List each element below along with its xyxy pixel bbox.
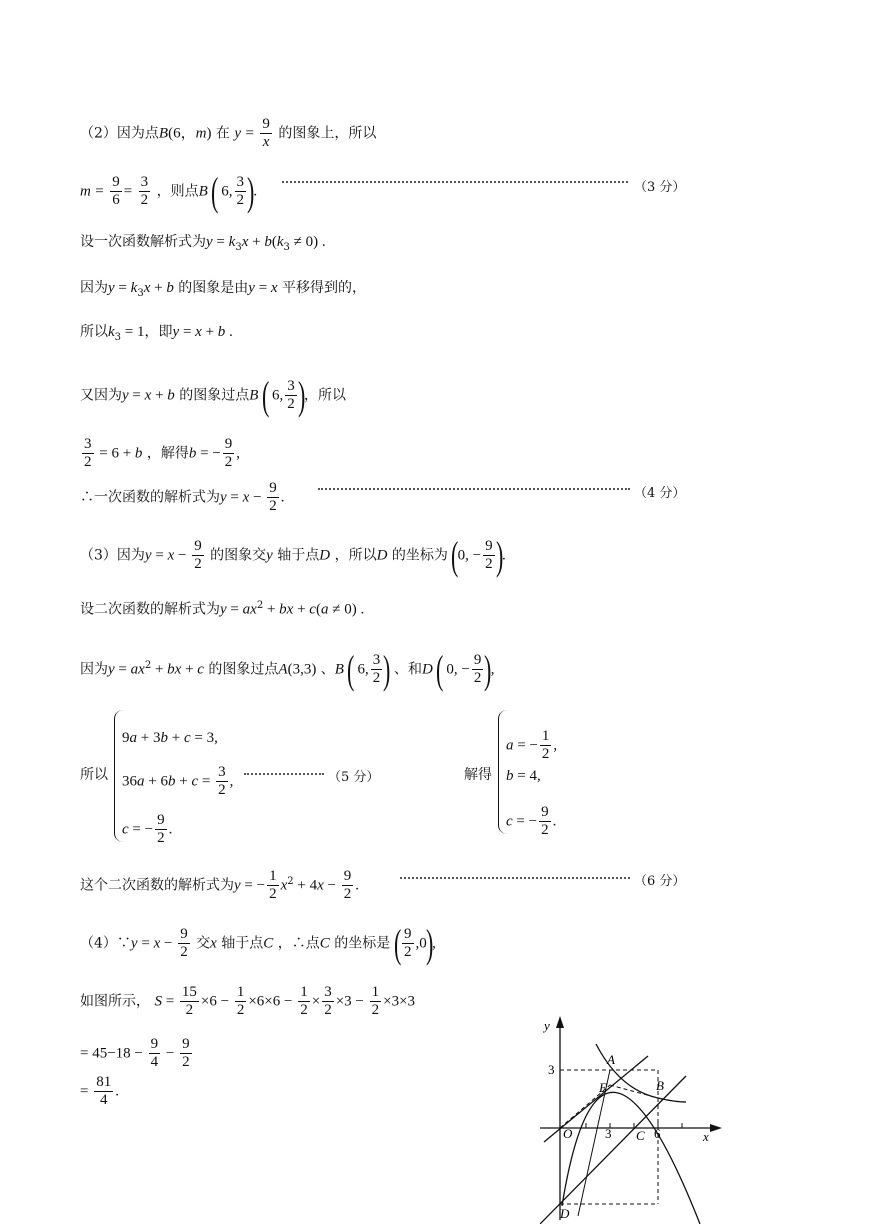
x-tick-6: 6 [654, 1126, 661, 1141]
solve-label: 解得 [464, 767, 492, 783]
score-5: （5 分） [328, 770, 380, 785]
line-translation: 因为$y = k_3x + b$ 的图象是由y = x 平移得到的， [80, 280, 367, 299]
sol-c: c = − $\frac{9}{2}$ . [506, 804, 557, 838]
line-m-value: m = $\frac{9}{6}$ = $\frac{3}{2}$ ，则点B ( 6, $\frac{3}{2}$ ). [80, 168, 258, 214]
point-A-label: A [607, 1052, 615, 1067]
line-quadratic-form: 设二次函数的解析式为$y = ax^2$ + bx + c(a ≠ 0) . [80, 600, 365, 618]
point-E-label: E [599, 1080, 607, 1095]
eq-2: 36a + 6b + c = $\frac{3}{2}$ , [122, 764, 234, 798]
sol-a: a = − $\frac{1}{2}$ , [506, 728, 558, 762]
line-area: 如图所示， S = $\frac{15}{2}$ ×6 − $\frac{1}{2}$ ×6×6 − $\frac{1}{2}$ × $\frac{3}{2}$ ×3 − $\frac{1}{2}$ ×3×3 [80, 984, 416, 1018]
leader-dots [318, 479, 630, 490]
origin-label: O [563, 1126, 573, 1141]
point-B-label: B [656, 1078, 664, 1093]
line-k3: 所以$k_3 = 1$，即y = x + b . [80, 324, 233, 343]
y-axis-label: y [544, 1018, 550, 1033]
leader-dots [244, 764, 324, 775]
x-axis-label: x [703, 1129, 709, 1144]
line-quadratic-result: 这个二次函数的解析式为y = − $\frac{1}{2}$ $x^2 + 4x$ − $\frac{9}{2}$ . [80, 868, 359, 902]
line-quadratic-points: 因为$y = ax^2$ + bx + c 的图象过点A(3,3) 、B ( 6, $\frac{3}{2}$ ) 、和D ( 0, − $\frac{9}{2}$ ), [80, 646, 495, 692]
line-p2-intro: （2）因为点B(6，m) 在 y = $\frac{9}{x}$ 的图象上，所以 [80, 116, 377, 150]
y-tick-3: 3 [548, 1062, 555, 1077]
line-linear-result: ∴一次函数的解析式为y = x − $\frac{9}{2}$ . [80, 480, 285, 514]
score-4: （4 分） [634, 486, 686, 501]
x-tick-3: 3 [605, 1126, 612, 1141]
leader-dots [282, 172, 628, 183]
line-p4-C: （4）∵y = x − $\frac{9}{2}$ 交x 轴于点C ，∴点C 的坐标是 ( $\frac{9}{2}$ ,0), [80, 920, 436, 966]
eq-3: c = − $\frac{9}{2}$ . [122, 812, 173, 846]
fraction: $\frac{9}{x}$ [262, 116, 270, 150]
line-p3-D: （3）因为y = x − $\frac{9}{2}$ 的图象交y 轴于点D ，所以D 的坐标为 (0, − $\frac{9}{2}$ ). [80, 532, 506, 578]
score-6: （6 分） [634, 874, 686, 889]
line-solve-b: $\frac{3}{2}$ = 6 + b ，解得b = − $\frac{9}{2}$ , [84, 436, 241, 470]
line-area-3: = $\frac{81}{4}$ . [80, 1074, 119, 1108]
sol-b: b = 4, [506, 768, 541, 784]
line-linear-form: 设一次函数解析式为$y = k_3x + b(k_3 \ne 0)$ . [80, 234, 326, 253]
function-graph [540, 1010, 730, 1224]
line-area-2: = 45−18 − $\frac{9}{4}$ − $\frac{9}{2}$ [80, 1036, 190, 1070]
system-label: 所以 [80, 767, 108, 783]
point-C-label: C [636, 1128, 645, 1143]
point-D-label: D [560, 1206, 570, 1221]
leader-dots [400, 868, 630, 879]
line-passes-B: 又因为y = x + b 的图象过点B ( 6, $\frac{3}{2}$ )，所以 [80, 372, 347, 418]
score-3: （3 分） [634, 180, 686, 195]
eq-1: 9a + 3b + c = 3, [122, 730, 218, 746]
